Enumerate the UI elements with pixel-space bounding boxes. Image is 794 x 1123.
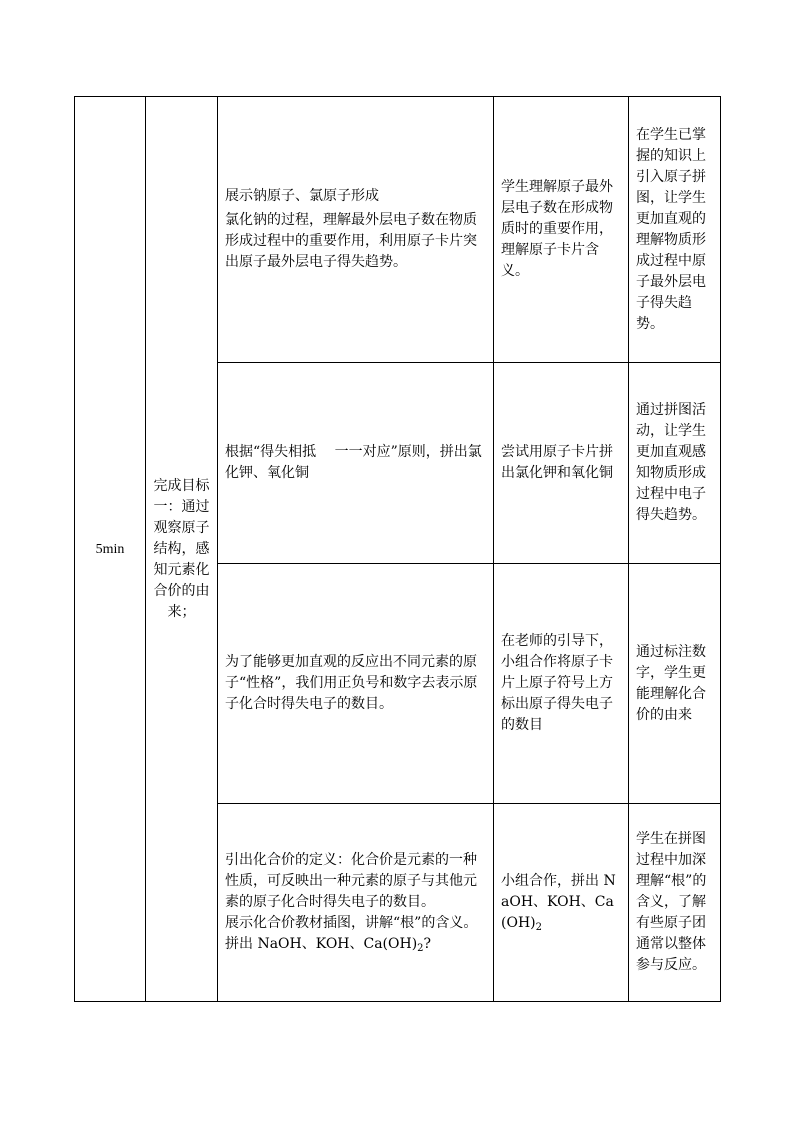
student-activity-cell: 在老师的引导下，小组合作将原子卡片上原子符号上方标出原子得失电子的数目 (494, 564, 629, 804)
design-intent-cell: 通过拼图活动，让学生更加直观感知物质形成过程中电子得失趋势。 (629, 363, 721, 564)
teacher-activity-text: 氯化钠的过程，理解最外层电子数在物质形成过程中的重要作用，利用原子卡片突出原子最外层电子得失趋势。 (225, 212, 477, 270)
time-cell: 5min (75, 97, 146, 1002)
teacher-activity-cell (218, 804, 494, 1002)
student-activity-cell: 小组合作，拼出 NaOH、KOH、$Ca(OH)_2$ (494, 804, 629, 1002)
table-row (75, 97, 721, 363)
student-activity-cell: 学生理解原子最外层电子数在形成物质时的重要作用，理解原子卡片含义。 (494, 97, 629, 363)
teacher-activity-text: 展示化合价教材插图，讲解“根”的含义。拼出 NaOH、KOH、$Ca(OH)_2$? (225, 915, 478, 954)
student-activity-cell: 尝试用原子卡片拼出氯化钾和氧化铜 (494, 363, 629, 564)
teacher-activity-cell: 根据“得失相抵 一一对应”原则，拼出氯化钾、氧化铜 (218, 363, 494, 564)
goal-cell: 完成目标一：通过观察原子结构，感知元素化合价的由来； (146, 97, 218, 1002)
design-intent-cell: 在学生已掌握的知识上引入原子拼图，让学生更加直观的理解物质形成过程中原子最外层电子得失趋势。 (629, 97, 721, 363)
teacher-activity-text: 展示钠原子、氯原子形成 (225, 188, 379, 204)
design-intent-cell: 学生在拼图过程中加深理解“根”的含义，了解有些原子团通常以整体参与反应。 (629, 804, 721, 1002)
teacher-activity-text: 引出化合价的定义：化合价是元素的一种性质，可反映出一种元素的原子与其他元素的原子化合时得失电子的数目。 (225, 852, 477, 910)
lesson-plan-table (74, 96, 721, 1002)
design-intent-cell: 通过标注数字，学生更能理解化合价的由来 (629, 564, 721, 804)
teacher-activity-cell: 为了能够更加直观的反应出不同元素的原子“性格”，我们用正负号和数字去表示原子化合时得失电子的数目。 (218, 564, 494, 804)
teacher-activity-cell (218, 97, 494, 363)
